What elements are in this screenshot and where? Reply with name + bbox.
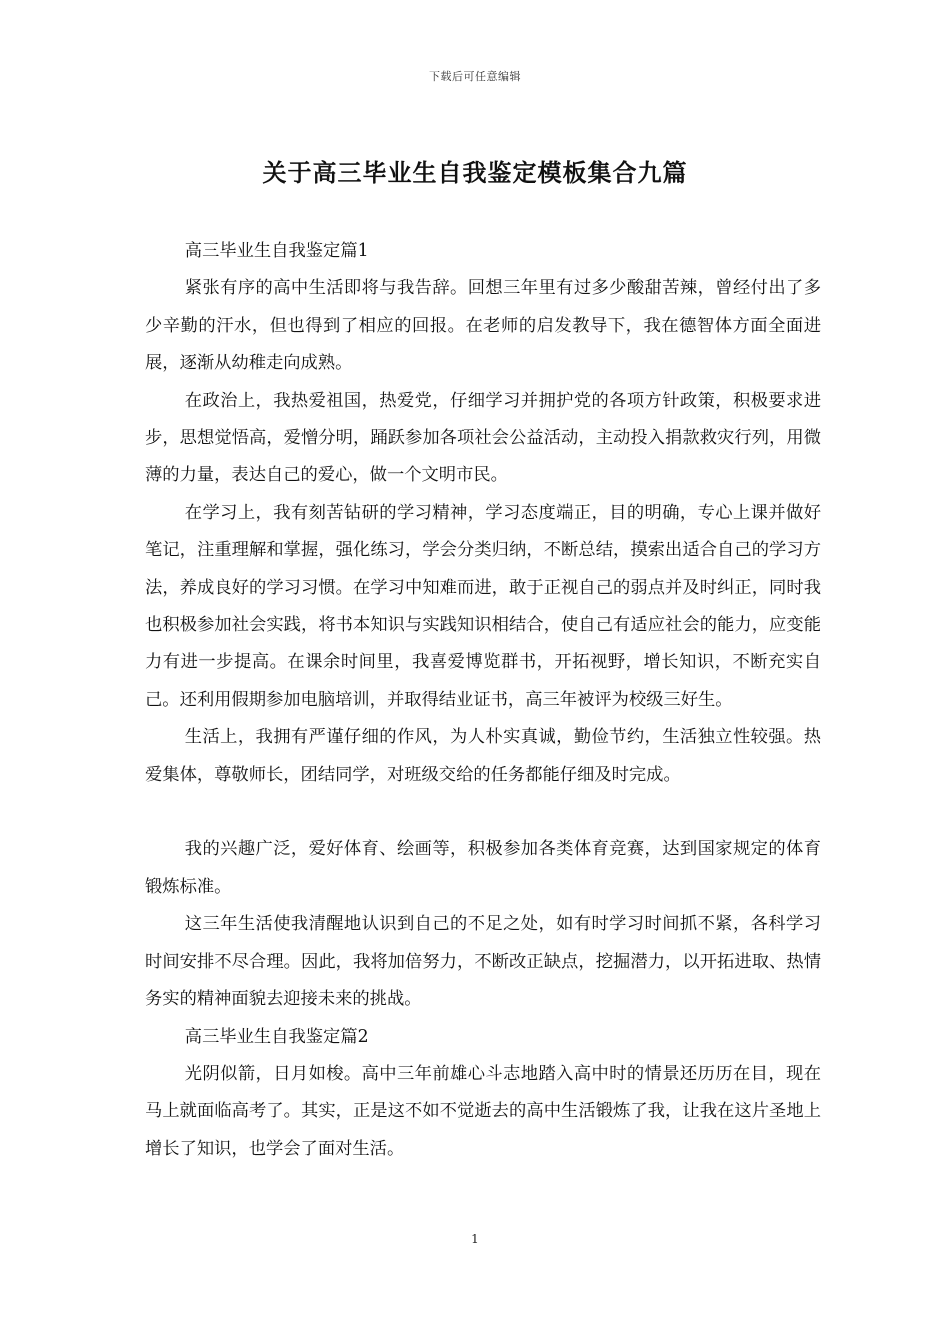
paragraph: 我的兴趣广泛，爱好体育、绘画等，积极参加各类体育竞赛，达到国家规定的体育锻炼标准。 [145,839,821,897]
paragraph: 在学习上，我有刻苦钻研的学习精神，学习态度端正，目的明确，专心上课并做好笔记，注重理解和掌握，强化练习，学会分类归纳，不断总结，摸索出适合自己的学习方法，养成良好的学习习惯。在学习中知难而进，敢于正视自己的弱点并及时纠正，同时我也积极参加社会实践，将书本知识与实践知识相结合，使自己有适应社会的能力，应变能力有进一步提高。在课余时间里，我喜爱博览群书，开拓视野，增长知识，不断充实自己。还利用假期参加电脑培训，并取得结业证书，高三年被评为校级三好生。 [145,502,821,710]
document-title: 关于高三毕业生自我鉴定模板集合九篇 [262,158,688,187]
paragraph: 生活上，我拥有严谨仔细的作风，为人朴实真诚，勤俭节约，生活独立性较强。热爱集体，尊敬师长，团结同学，对班级交给的任务都能仔细及时完成。 [145,727,821,785]
document-body [145,233,821,1168]
paragraph: 这三年生活使我清醒地认识到自己的不足之处，如有时学习时间抓不紧，各科学习时间安排不尽合理。因此，我将加倍努力，不断改正缺点，挖掘潜力，以开拓进取、热情务实的精神面貌去迎接未来的挑战。 [145,914,821,1010]
page-number: 1 [471,1232,479,1246]
header-note: 下载后可任意编辑 [429,70,521,83]
paragraph: 紧张有序的高中生活即将与我告辞。回想三年里有过多少酸甜苦辣，曾经付出了多少辛勤的汗水，但也得到了相应的回报。在老师的启发教导下，我在德智体方面全面进展，逐渐从幼稚走向成熟。 [145,278,821,374]
paragraph: 光阴似箭，日月如梭。高中三年前雄心斗志地踏入高中时的情景还历历在目，现在马上就面临高考了。其实，正是这不如不觉逝去的高中生活锻炼了我，让我在这片圣地上增长了知识，也学会了面对生活。 [145,1063,821,1159]
section-heading-2: 高三毕业生自我鉴定篇2 [184,1026,369,1047]
paragraph: 在政治上，我热爱祖国，热爱党，仔细学习并拥护党的各项方针政策，积极要求进步，思想觉悟高，爱憎分明，踊跃参加各项社会公益活动，主动投入捐款救灾行列，用微薄的力量，表达自己的爱心，做一个文明市民。 [145,390,821,486]
section-heading-1: 高三毕业生自我鉴定篇1 [184,241,369,261]
